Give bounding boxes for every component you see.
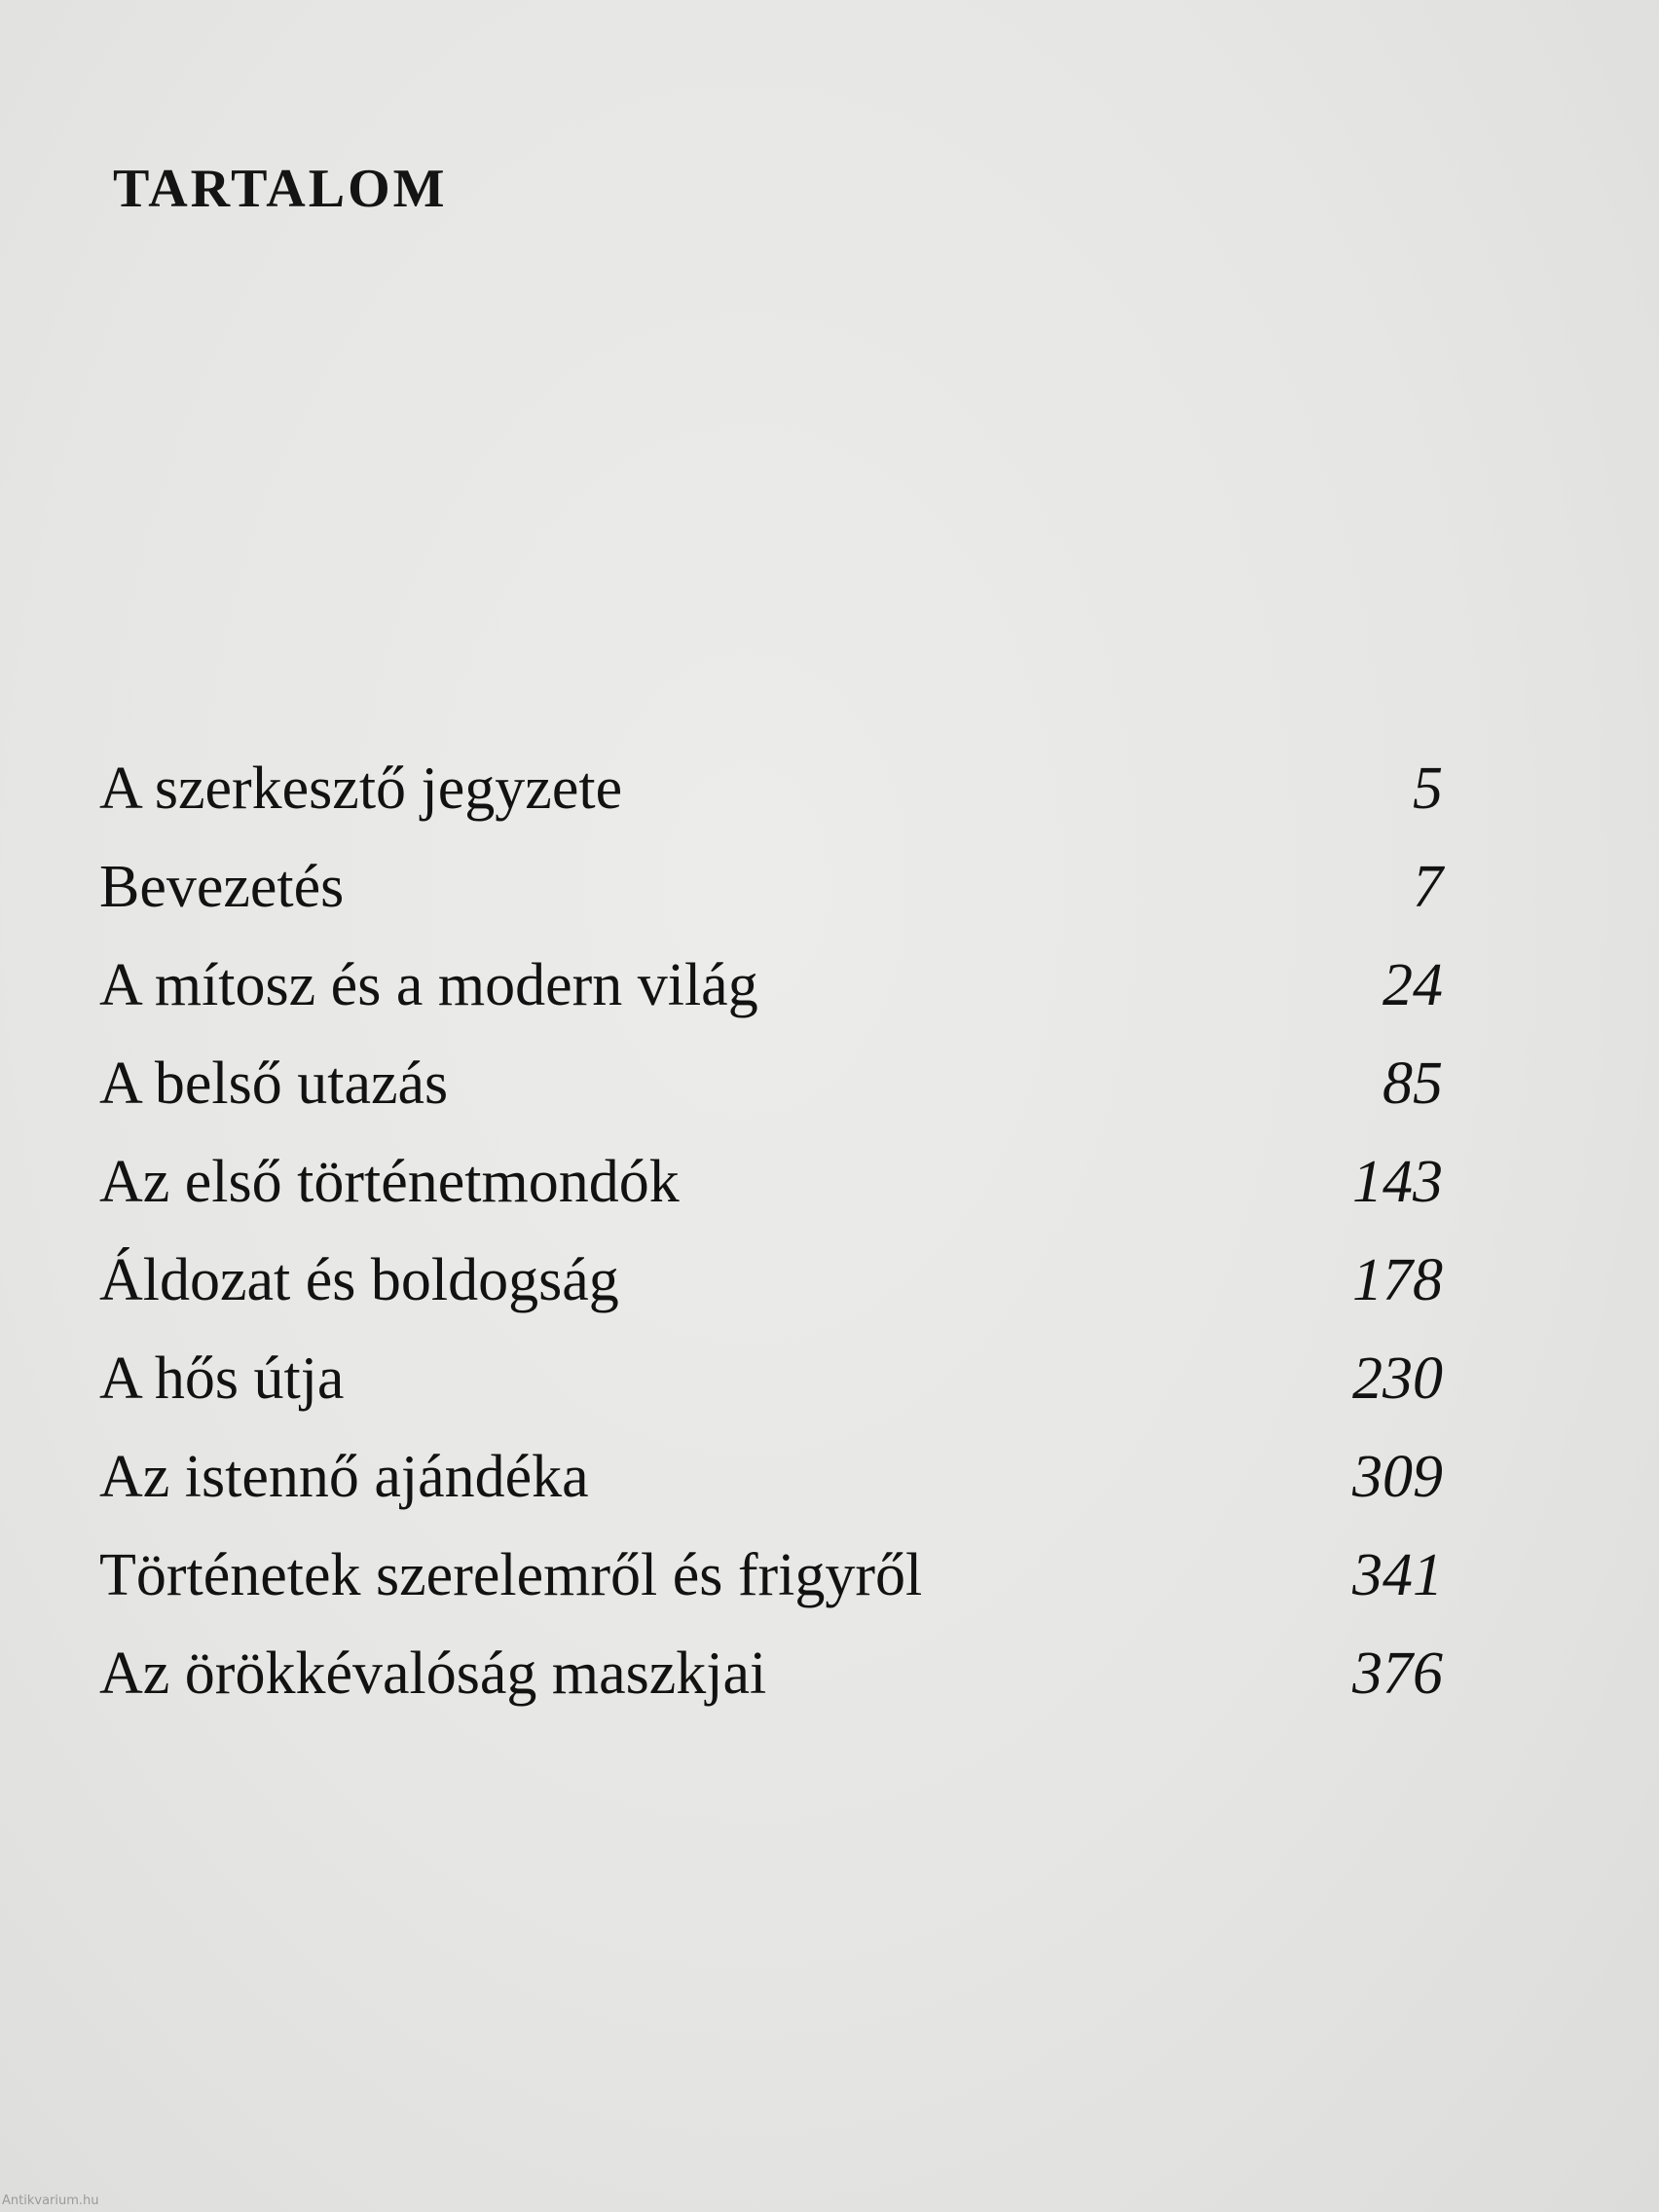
toc-entry <box>99 1035 1443 1133</box>
toc-entry <box>99 1527 1443 1625</box>
toc-entry-title: Bevezetés <box>99 854 345 920</box>
toc-entry-title: Az első történetmondók <box>99 1149 680 1215</box>
page-title: TARTALOM <box>113 159 448 219</box>
table-of-contents <box>99 740 1443 1723</box>
toc-entry-page: 230 <box>1352 1346 1443 1412</box>
toc-entry-title: Az istennő ajándéka <box>99 1444 589 1510</box>
toc-entry <box>99 1133 1443 1232</box>
toc-entry-title: A hős útja <box>99 1346 345 1412</box>
toc-entry-page: 85 <box>1382 1051 1443 1117</box>
toc-entry-page: 178 <box>1352 1247 1443 1313</box>
toc-entry-page: 143 <box>1352 1149 1443 1215</box>
toc-entry <box>99 1428 1443 1527</box>
toc-entry <box>99 1625 1443 1723</box>
toc-entry <box>99 1232 1443 1330</box>
watermark: Antikvarium.hu <box>2 2194 99 2208</box>
toc-entry-page: 5 <box>1413 756 1443 822</box>
toc-entry <box>99 1330 1443 1428</box>
toc-entry-page: 24 <box>1382 952 1443 1018</box>
toc-entry-title: Történetek szerelemről és frigyről <box>99 1542 923 1608</box>
toc-entry-page: 7 <box>1413 854 1443 920</box>
toc-entry-page: 341 <box>1352 1542 1443 1608</box>
toc-entry <box>99 838 1443 937</box>
toc-entry-page: 376 <box>1352 1641 1443 1707</box>
toc-entry-title: A mítosz és a modern világ <box>99 952 758 1018</box>
toc-entry-page: 309 <box>1352 1444 1443 1510</box>
toc-entry-title: A szerkesztő jegyzete <box>99 756 623 822</box>
toc-entry <box>99 937 1443 1035</box>
toc-entry-title: A belső utazás <box>99 1051 449 1117</box>
toc-entry-title: Az örökkévalóság maszkjai <box>99 1641 767 1707</box>
toc-entry <box>99 740 1443 838</box>
toc-entry-title: Áldozat és boldogság <box>99 1247 619 1313</box>
